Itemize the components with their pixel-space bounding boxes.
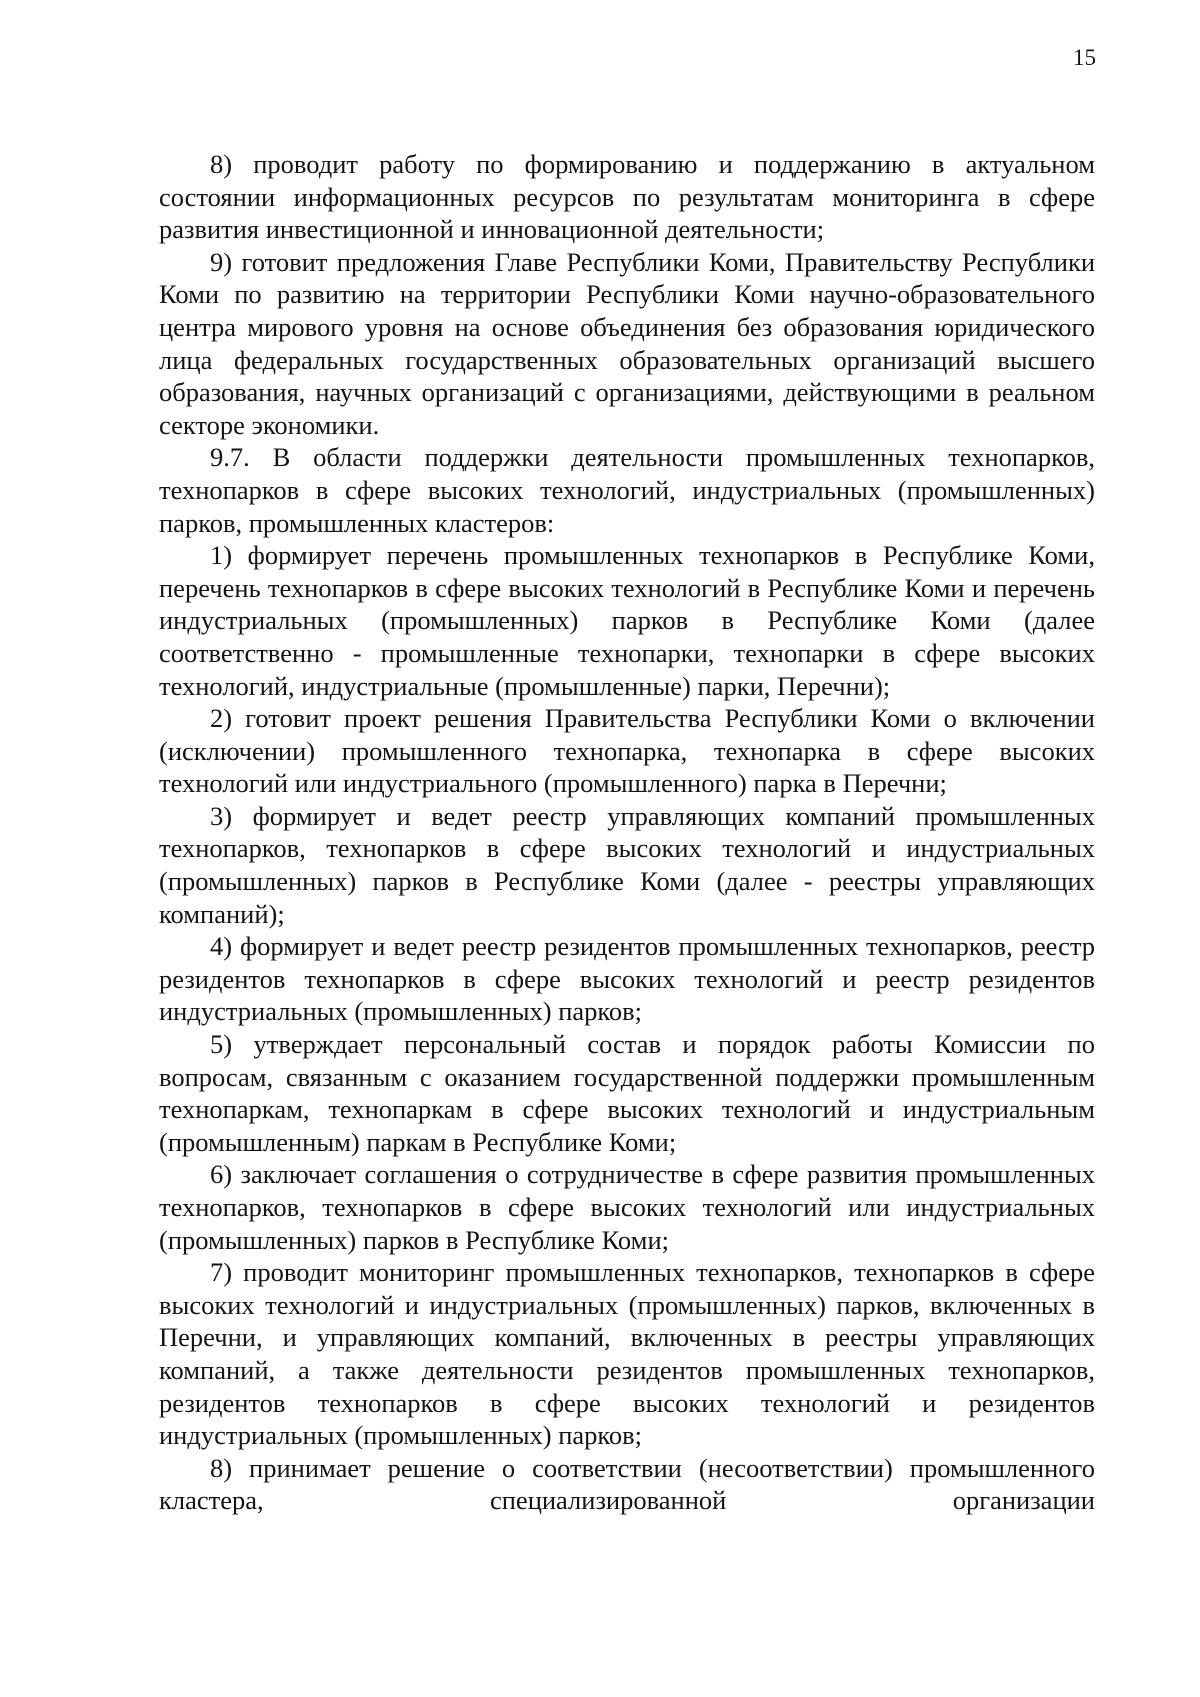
paragraph-item-6-agreements: 6) заключает соглашения о сотрудничестве в сфере развития промышленных технопарков, технопарков в сфере высоких технологий или индустриальных (промышленных) парков в Республике Коми;	[159, 1159, 1095, 1255]
paragraph-item-2-draft-decision: 2) готовит проект решения Правительства Республики Коми о включении (исключении) промышленного технопарка, технопарка в сфере высоких технологий или индустриального (промышленного) парка в Перечни;	[159, 703, 1095, 799]
paragraph-item-7-monitoring: 7) проводит мониторинг промышленных технопарков, технопарков в сфере высоких технологий и индустриальных (промышленных) парков, включенных в Перечни, и управляющих компаний, включенных в реестры управляющих компаний, а также деятельности резидентов промышленных технопарков, резидентов технопарков в сфере высоких технологий и резидентов индустриальных (промышленных) парков;	[159, 1257, 1095, 1451]
paragraph-item-1-lists: 1) формирует перечень промышленных технопарков в Республике Коми, перечень технопарков в сфере высоких технологий в Республике Коми и перечень индустриальных (промышленных) парков в Республике Коми (далее соответственно - промышленные технопарки, технопарки в сфере высоких технологий, индустриальные (промышленные) парки, Перечни);	[159, 540, 1095, 701]
paragraph-item-8-information-resources: 8) проводит работу по формированию и поддержанию в актуальном состоянии информационных ресурсов по результатам мониторинга в сфере развития инвестиционной и инновационной деятельности;	[159, 149, 1095, 245]
paragraph-item-8-cluster-decision: 8) принимает решение о соответствии (несоответствии) промышленного кластера, специализированной организации	[159, 1452, 1095, 1516]
paragraph-item-9-scientific-center: 9) готовит предложения Главе Республики Коми, Правительству Республики Коми по развитию на территории Республики Коми научно-образовательного центра мирового уровня на основе объединения без образования юридического лица федеральных государственных образовательных организаций высшего образования, научных организаций с организациями, действующими в реальном секторе экономики.	[159, 246, 1095, 440]
paragraph-item-5-commission: 5) утверждает персональный состав и порядок работы Комиссии по вопросам, связанным с оказанием государственной поддержки промышленным технопаркам, технопаркам в сфере высоких технологий и индустриальным (промышленным) паркам в Республике Коми;	[159, 1029, 1095, 1157]
page-number: 15	[1073, 45, 1096, 70]
document-body	[159, 148, 1095, 1517]
paragraph-item-4-registry-residents: 4) формирует и ведет реестр резидентов промышленных технопарков, реестр резидентов технопарков в сфере высоких технологий и реестр резидентов индустриальных (промышленных) парков;	[159, 931, 1095, 1027]
paragraph-section-9-7: 9.7. В области поддержки деятельности промышленных технопарков, технопарков в сфере высоких технологий, индустриальных (промышленных) парков, промышленных кластеров:	[159, 442, 1095, 538]
paragraph-item-3-registry-companies: 3) формирует и ведет реестр управляющих компаний промышленных технопарков, технопарков в сфере высоких технологий и индустриальных (промышленных) парков в Республике Коми (далее - реестры управляющих компаний);	[159, 800, 1095, 929]
